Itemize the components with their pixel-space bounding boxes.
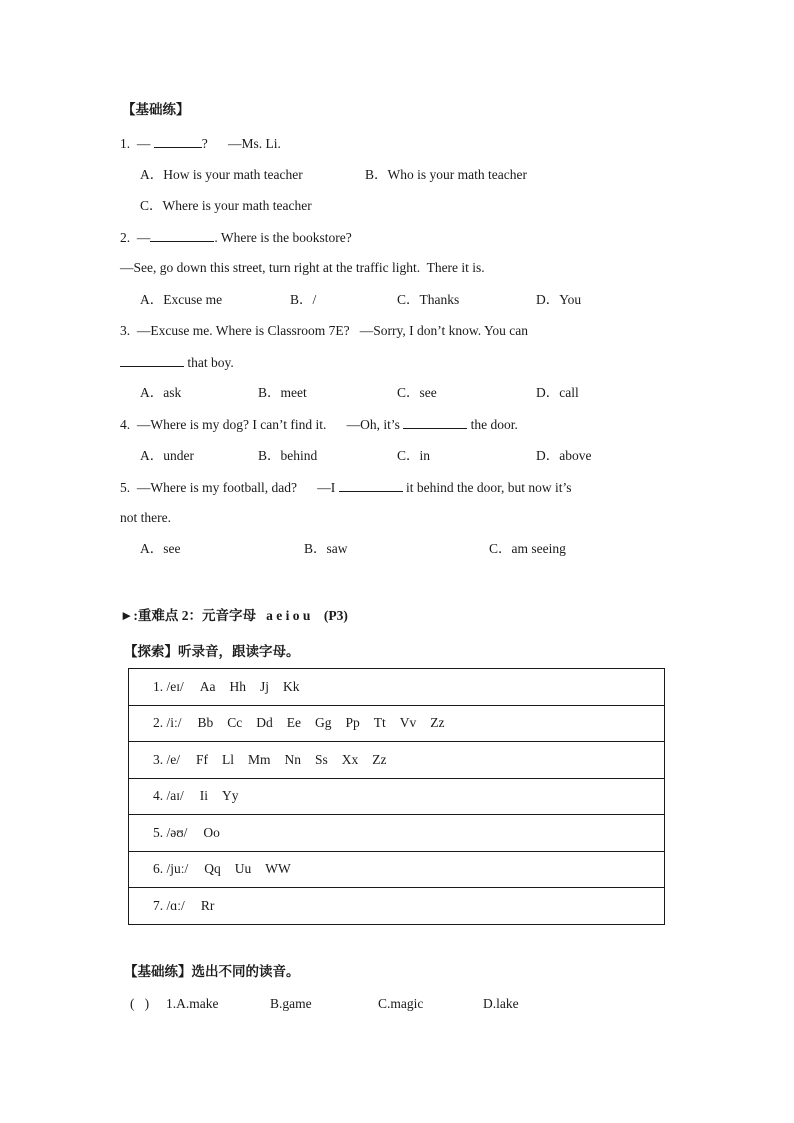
answer-blank[interactable] (339, 478, 403, 492)
letter-pair: Xx (341, 751, 359, 767)
letter-pair: Dd (256, 715, 273, 731)
phonetic-symbol: 6. /juː/ (153, 861, 189, 877)
vowel-letter-table (128, 668, 665, 925)
q4-option-c[interactable]: C．in (397, 448, 431, 463)
reply-text: —Ms. Li. (228, 136, 281, 151)
letter-pair: Cc (227, 715, 243, 731)
letter-pair: Gg (315, 715, 332, 731)
question-3-stem: 3. —Excuse me. Where is Classroom 7E? —Sorry, I don’t know. You can (120, 323, 528, 338)
phonetic-symbol: 2. /iː/ (153, 715, 182, 731)
letter-row (129, 888, 665, 925)
q2-option-b[interactable]: B．/ (290, 292, 317, 307)
letter-pair: Vv (399, 715, 417, 731)
q2-option-d[interactable]: D．You (536, 292, 582, 307)
letter-row (129, 778, 665, 815)
focus-point-heading (120, 607, 348, 625)
letter-cell (129, 705, 665, 742)
q3-option-b[interactable]: B．meet (258, 385, 307, 400)
question-mark: ? (201, 136, 208, 151)
letter-pair: Ss (315, 751, 328, 767)
section-heading-explore: 【探索】听录音，跟读字母。 (124, 644, 300, 659)
letter-cell (129, 888, 665, 925)
q3-option-a[interactable]: A．ask (140, 385, 182, 400)
question-number: 2. (120, 230, 131, 245)
letter-cell (129, 815, 665, 852)
letter-pair: Bb (197, 715, 214, 731)
question-text: . Where is the bookstore? (214, 230, 352, 245)
question-1-stem (120, 134, 281, 153)
question-number: 1. (120, 136, 131, 151)
answer-blank[interactable] (120, 353, 184, 367)
triangle-pointer-icon: ► (120, 608, 134, 623)
q3-option-c[interactable]: C．see (397, 385, 437, 400)
q5-option-b[interactable]: B．saw (304, 541, 348, 556)
letter-pair: Qq (204, 861, 221, 877)
dash: — (136, 136, 151, 151)
letter-pair: Yy (222, 788, 239, 804)
phonetic-symbol: 5. /əʊ/ (153, 824, 188, 840)
question-text-end: it behind the door, but now it’s (402, 480, 572, 495)
answer-blank[interactable] (403, 415, 467, 429)
question-3-continuation (120, 353, 234, 372)
letter-cell (129, 669, 665, 706)
letter-row (129, 815, 665, 852)
letter-pair: Hh (229, 678, 246, 694)
dash: — (136, 230, 151, 245)
focus-point-title: :重难点 2：元音字母 a e i o u (P3) (133, 608, 348, 623)
letter-pair: Jj (260, 678, 270, 694)
phonetic-symbol: 7. /ɑː/ (153, 897, 185, 913)
q5-option-c[interactable]: C．am seeing (489, 541, 566, 556)
phonetic-symbol: 1. /eɪ/ (153, 678, 184, 694)
q2-option-c[interactable]: C．Thanks (397, 292, 460, 307)
letter-pair: Uu (234, 861, 252, 877)
question-text: 5. —Where is my football, dad? —I (120, 480, 339, 495)
question-text-end: the door. (467, 417, 518, 432)
letter-pair: Ff (196, 751, 209, 767)
q5-option-a[interactable]: A．see (140, 541, 181, 556)
answer-parentheses[interactable]: ( ) (130, 996, 150, 1011)
letter-pair: WW (265, 861, 291, 877)
letter-pair: Ee (286, 715, 302, 731)
letter-pair: Zz (430, 715, 445, 731)
letter-cell (129, 851, 665, 888)
answer-blank[interactable] (150, 228, 214, 242)
question-2-reply: —See, go down this street, turn right at the traffic light. There it is. (120, 260, 485, 275)
letter-pair: Ii (199, 788, 208, 804)
question-text: 4. —Where is my dog? I can’t find it. —Oh, it’s (120, 417, 404, 432)
q2-option-a[interactable]: A．Excuse me (140, 292, 223, 307)
question-5-continuation: not there. (120, 510, 171, 525)
letter-pair: Tt (373, 715, 386, 731)
question-2-stem (120, 228, 352, 247)
phonetic-symbol: 4. /aɪ/ (153, 788, 184, 804)
q4-option-d[interactable]: D．above (536, 448, 592, 463)
q1-option-b[interactable]: B．Who is your math teacher (365, 167, 527, 182)
answer-blank[interactable] (154, 134, 202, 148)
p1-option-d[interactable]: D.lake (483, 996, 519, 1011)
letter-pair: Oo (203, 824, 220, 840)
section-heading-pronunciation: 【基础练】选出不同的读音。 (124, 964, 300, 979)
letter-cell (129, 742, 665, 779)
letter-pair: Ll (222, 751, 235, 767)
section-heading-basic: 【基础练】 (122, 102, 190, 117)
letter-pair: Mm (248, 751, 271, 767)
letter-row (129, 851, 665, 888)
letter-row (129, 669, 665, 706)
question-4-stem (120, 415, 518, 434)
letter-pair: Rr (200, 897, 215, 913)
letter-pair: Aa (199, 678, 216, 694)
letter-pair: Zz (372, 751, 387, 767)
q1-option-a[interactable]: A．How is your math teacher (140, 167, 303, 182)
p1-option-c[interactable]: C.magic (378, 996, 424, 1011)
letter-row (129, 705, 665, 742)
letter-row (129, 742, 665, 779)
letter-pair: Nn (284, 751, 302, 767)
p1-option-b[interactable]: B.game (270, 996, 312, 1011)
question-5-stem (120, 478, 572, 497)
q4-option-b[interactable]: B．behind (258, 448, 318, 463)
letter-pair: Pp (345, 715, 360, 731)
q4-option-a[interactable]: A．under (140, 448, 194, 463)
phonetic-symbol: 3. /e/ (153, 751, 180, 767)
q1-option-c[interactable]: C．Where is your math teacher (140, 198, 312, 213)
letter-cell (129, 778, 665, 815)
letter-pair: Kk (283, 678, 300, 694)
question-text: that boy. (184, 355, 234, 370)
p1-option-a[interactable]: 1.A.make (166, 996, 219, 1011)
q3-option-d[interactable]: D．call (536, 385, 579, 400)
